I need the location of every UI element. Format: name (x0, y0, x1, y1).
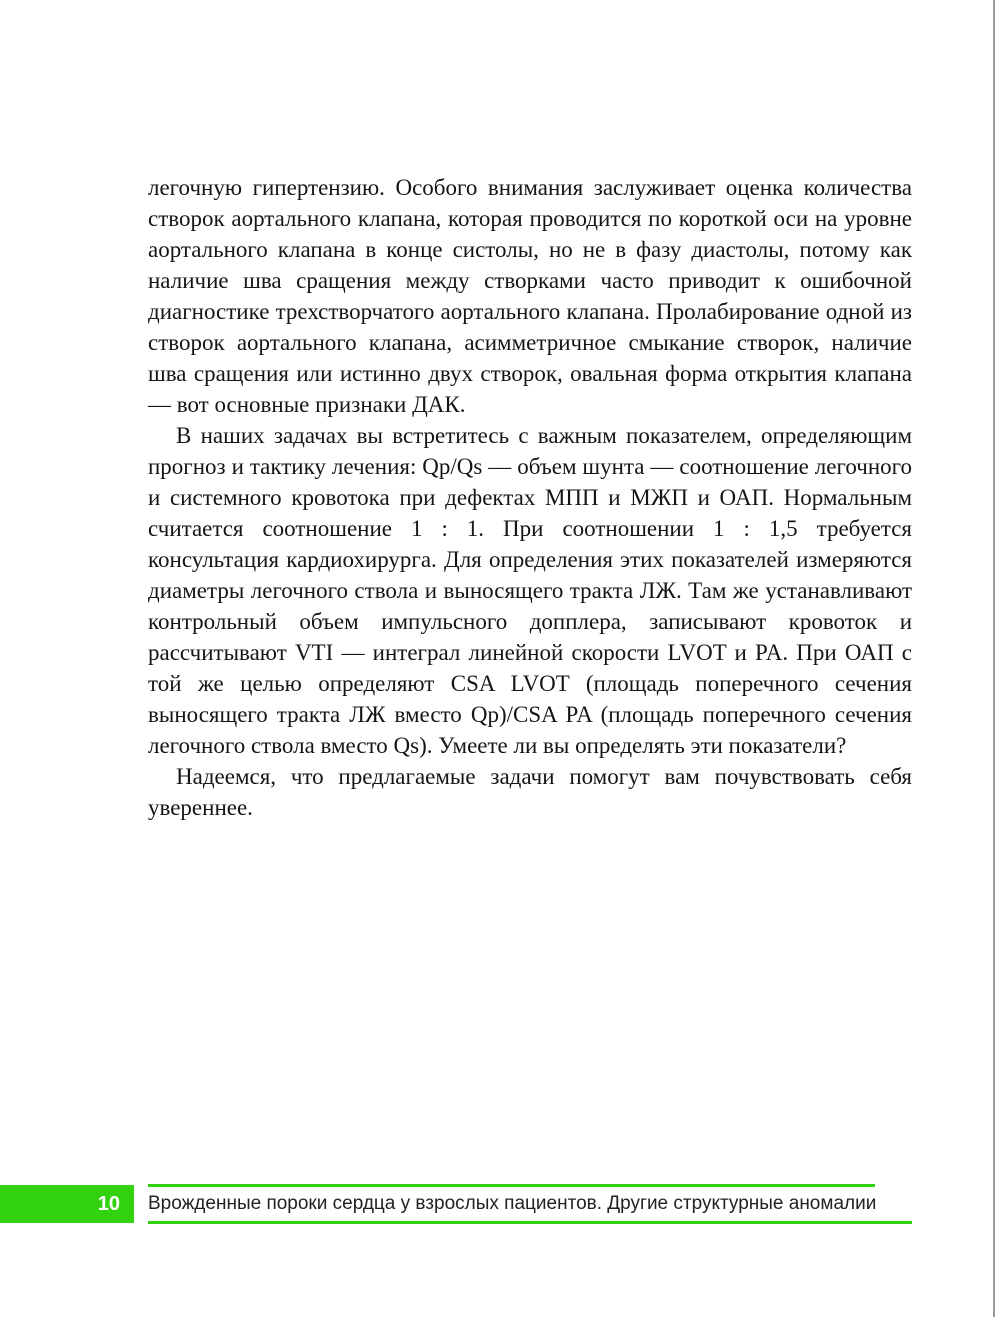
page-edge-line (993, 0, 995, 1317)
paragraph-3: Надеемся, что предлагаемые задачи помогут вам почувствовать себя увереннее. (148, 764, 912, 820)
footer-title: Врожденные пороки сердца у взрослых пациентов. Другие структурные аномалии (148, 1193, 877, 1214)
footer-rule-bottom (148, 1221, 912, 1224)
page-number-badge (0, 1185, 134, 1223)
body-text (148, 172, 912, 823)
paragraph-1: легочную гипертензию. Особого внимания заслуживает оценка количества створок аортального клапана, которая проводится по короткой оси на уровне аортального клапана в конце систолы, но не в фазу диастолы, потому как наличие шва сращения между створками часто приводит к ошибочной диагностике трехстворчатого аортального клапана. Пролабирование одной из створок аортального клапана, асимметричное смыкание створок, наличие шва сращения или истинно двух створок, овальная форма открытия клапана — вот основные признаки ДАК. (148, 175, 912, 417)
paragraph-2: В наших задачах вы встретитесь с важным показателем, определяющим прогноз и тактику лечения: Qp/Qs — объем шунта — соотношение легочного и системного кровотока при дефектах МПП и МЖП и ОАП. Нормальным считается соотношение 1 : 1. При соотношении 1 : 1,5 требуется консультация кардиохирурга. Для определения этих показателей измеряются диаметры легочного ствола и выносящего тракта ЛЖ. Там же устанавливают контрольный объем импульсного допплера, записывают кровоток и рассчитывают VTI — интеграл линейной скорости LVOT и PA. При ОАП с той же целью определяют CSA LVOT (площадь поперечного сечения выносящего тракта ЛЖ вместо Qp)/CSA PA (площадь поперечного сечения легочного ствола вместо Qs). Умеете ли вы определять эти показатели? (148, 423, 912, 758)
page-number: 10 (97, 1193, 120, 1215)
